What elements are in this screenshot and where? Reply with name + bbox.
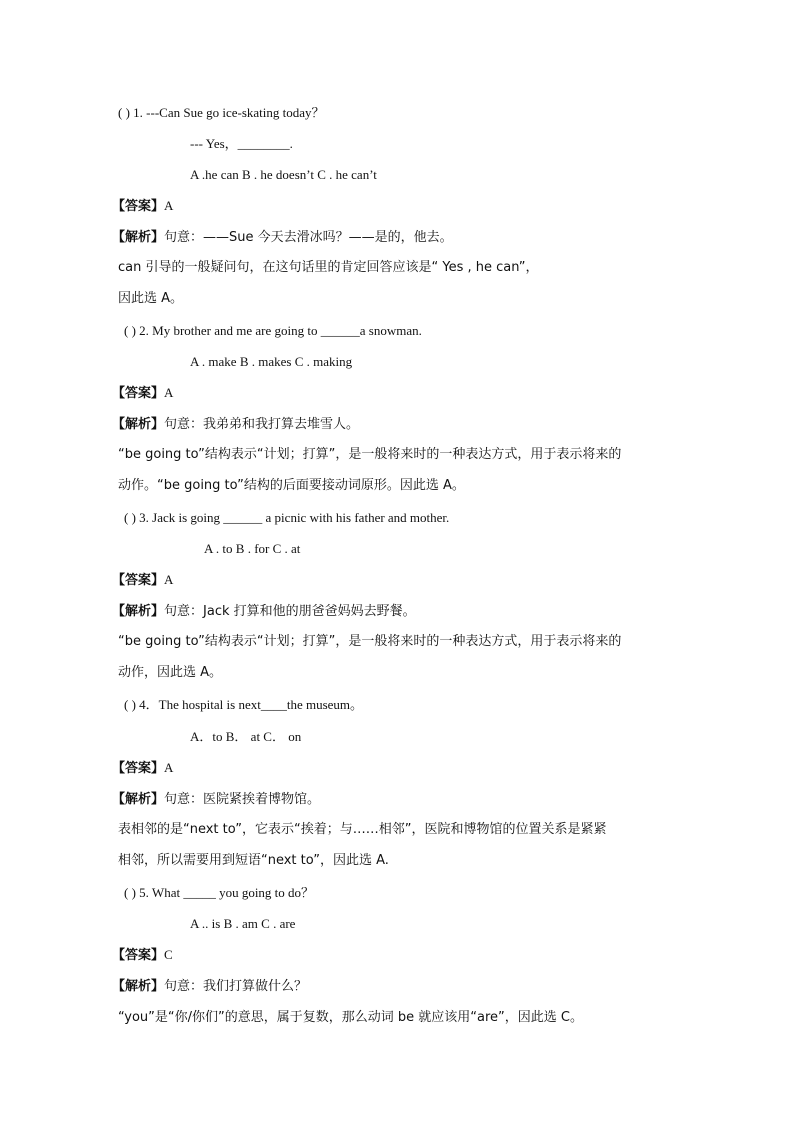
question-1-answer: [112, 197, 173, 216]
question-4-stem: ( ) 4．The hospital is next____the museum。: [124, 697, 364, 712]
answer-value: C: [164, 947, 173, 962]
answer-label: 【答案】: [112, 761, 165, 776]
analysis-line: “be going to”结构表示“计划；打算”，是一般将来时的一种表达方式，用于表示将来的: [118, 634, 622, 649]
question-1-stem: ( ) 1. ---Can Sue go ice-skating today？: [118, 105, 325, 120]
question-4-answer: [112, 759, 173, 778]
analysis-line: 相邻，所以需要用到短语“next to”，因此选 A.: [118, 853, 389, 868]
question-5-stem: ( ) 5. What _____ you going to do？: [124, 885, 315, 900]
analysis-line: 动作。“be going to”结构的后面要接动词原形。因此选 A。: [118, 478, 465, 493]
question-1-options: A .he can B . he doesn’t C . he can’t: [190, 167, 377, 182]
question-5-analysis: [112, 977, 307, 996]
answer-label: 【答案】: [112, 573, 165, 588]
analysis-line: 句意：我弟弟和我打算去堆雪人。: [164, 417, 360, 432]
question-2-options: A . make B . makes C . making: [190, 354, 353, 369]
answer-value: A: [164, 760, 174, 775]
answer-value: A: [164, 572, 174, 587]
question-3-options: A . to B . for C . at: [204, 541, 301, 556]
question-2-stem: ( ) 2. My brother and me are going to ______a snowman.: [124, 323, 422, 338]
analysis-line: 句意：我们打算做什么？: [164, 979, 308, 994]
analysis-line: 动作，因此选 A。: [118, 665, 223, 680]
question-5-answer: [112, 946, 173, 965]
analysis-line: 句意：医院紧挨着博物馆。: [164, 792, 321, 807]
analysis-line: 句意：Jack 打算和他的朋爸爸妈妈去野餐。: [164, 604, 416, 619]
analysis-label: 【解析】: [112, 792, 165, 807]
analysis-label: 【解析】: [112, 417, 165, 432]
analysis-label: 【解析】: [112, 230, 165, 245]
analysis-label: 【解析】: [112, 604, 165, 619]
question-2-analysis: [112, 415, 359, 434]
analysis-line: “you”是“你/你们”的意思，属于复数，那么动词 be 就应该用“are”，因此选 C。: [118, 1010, 583, 1025]
analysis-line: 句意：——Sue 今天去滑冰吗？——是的，他去。: [164, 230, 453, 245]
question-5-options: A .. is B . am C . are: [190, 916, 296, 931]
analysis-line: 表相邻的是“next to”，它表示“挨着；与……相邻”，医院和博物馆的位置关系是紧紧: [118, 822, 607, 837]
analysis-line: 因此选 A。: [118, 291, 184, 306]
question-2-answer: [112, 384, 173, 403]
analysis-line: can 引导的一般疑问句，在这句话里的肯定回答应该是“ Yes , he can”，: [118, 260, 539, 275]
answer-label: 【答案】: [112, 386, 165, 401]
question-4-analysis: [112, 790, 320, 809]
question-3-answer: [112, 571, 173, 590]
question-1-reply: --- Yes，________.: [190, 136, 293, 151]
question-4-options: A．to B． at C． on: [190, 729, 302, 744]
answer-value: A: [164, 198, 174, 213]
answer-label: 【答案】: [112, 948, 165, 963]
analysis-line: “be going to”结构表示“计划；打算”，是一般将来时的一种表达方式，用于表示将来的: [118, 447, 622, 462]
answer-value: A: [164, 385, 174, 400]
answer-label: 【答案】: [112, 199, 165, 214]
analysis-label: 【解析】: [112, 979, 165, 994]
question-3-analysis: [112, 602, 416, 621]
question-1-analysis: [112, 228, 453, 247]
question-3-stem: ( ) 3. Jack is going ______ a picnic with his father and mother.: [124, 510, 450, 525]
